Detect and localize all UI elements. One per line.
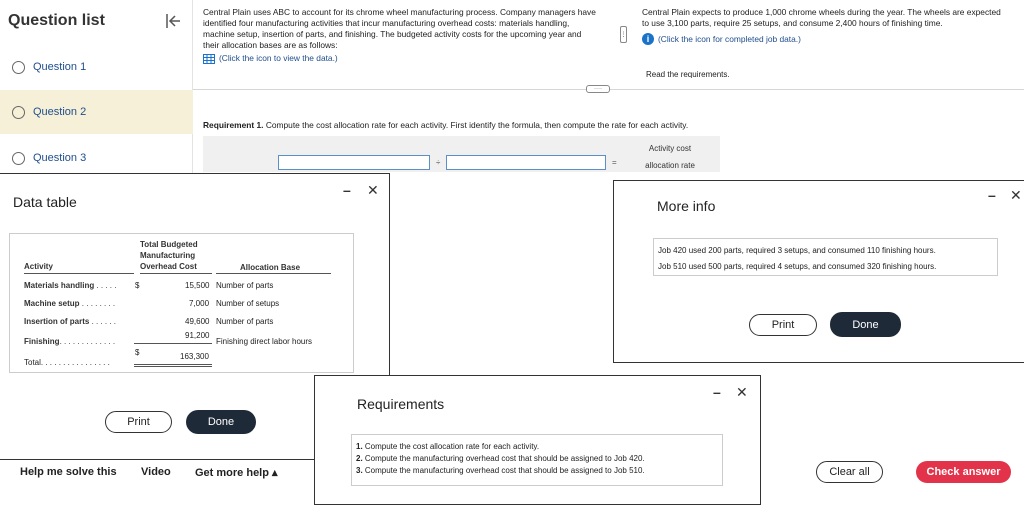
requirement-item: 1. Compute the cost allocation rate for each activity.	[356, 442, 540, 451]
requirements-list	[351, 434, 723, 486]
requirement-1-label: Requirement 1.	[203, 120, 264, 130]
done-button[interactable]: Done	[186, 410, 256, 434]
divider	[140, 273, 212, 274]
formula-numerator-input[interactable]	[278, 155, 430, 170]
problem-paragraph-2: Central Plain expects to produce 1,000 chrome wheels during the year. The wheels are expected to use 3,100 parts, require 25 setups, and consume 2,400 hours of finishing time.	[642, 7, 1001, 28]
problem-text-2	[642, 7, 1007, 45]
more-info-title: More info	[657, 198, 716, 214]
done-button[interactable]: Done	[830, 312, 901, 337]
table-total-cost: 163,300	[180, 352, 209, 361]
read-requirements-link[interactable]: Read the requirements.	[646, 70, 730, 78]
info-icon[interactable]: i	[642, 33, 654, 45]
header-cost: Total Budgeted	[140, 240, 198, 249]
requirement-item: 2. Compute the manufacturing overhead cost that should be assigned to Job 420.	[356, 454, 645, 463]
problem-paragraph: Central Plain uses ABC to account for its chrome wheel manufacturing process. Company managers have identified four manufacturing activities that incur manufacturing overhead costs: materials handling, machine setup, insertion of parts, and finishing. The budgeted activity costs for the upcoming year and their allocation bases are as follows:	[203, 7, 596, 50]
collapse-sidebar-icon[interactable]	[164, 12, 182, 30]
requirements-title: Requirements	[357, 396, 445, 412]
equals-operator: =	[612, 158, 617, 167]
job-420-info: Job 420 used 200 parts, required 3 setups, and consumed 110 finishing hours.	[658, 246, 936, 255]
close-icon[interactable]: ✕	[1010, 187, 1022, 203]
table-row-activity: Machine setup . . . . . . . .	[24, 299, 116, 308]
question-label: Question 1	[33, 61, 87, 73]
close-icon[interactable]: ✕	[367, 182, 379, 198]
question-label: Question 2	[33, 106, 87, 118]
minimize-icon[interactable]: –	[343, 182, 351, 198]
question-list-title: Question list	[8, 12, 105, 29]
more-info-content	[653, 238, 998, 276]
table-total-label: Total. . . . . . . . . . . . . . . .	[24, 358, 110, 367]
table-total-dollar: $	[135, 348, 140, 357]
table-row-cost: 15,500	[185, 281, 210, 290]
minimize-icon[interactable]: –	[988, 187, 996, 203]
divider	[216, 273, 331, 274]
table-row-base: Number of setups	[216, 299, 280, 308]
data-link[interactable]	[203, 53, 598, 64]
question-item-2[interactable]	[0, 90, 193, 134]
table-row-dollar: $	[135, 281, 140, 290]
result-label	[640, 140, 700, 174]
data-link-text[interactable]: (Click the icon to view the data.)	[219, 53, 338, 63]
job-data-link[interactable]	[642, 33, 1007, 45]
header-cost: Overhead Cost	[140, 262, 197, 271]
data-table-title: Data table	[13, 194, 77, 210]
radio-icon	[12, 106, 25, 119]
header-activity: Activity	[24, 262, 53, 271]
print-button[interactable]: Print	[105, 411, 172, 433]
minimize-icon[interactable]: –	[713, 384, 721, 400]
clear-all-button[interactable]: Clear all	[816, 461, 883, 483]
video-link[interactable]: Video	[141, 466, 171, 478]
table-row-cost: 7,000	[189, 299, 210, 308]
close-icon[interactable]: ✕	[736, 384, 748, 400]
job-510-info: Job 510 used 500 parts, required 4 setups, and consumed 320 finishing hours.	[658, 262, 937, 271]
formula-denominator-input[interactable]	[446, 155, 606, 170]
header-base: Allocation Base	[240, 263, 301, 272]
requirement-item: 3. Compute the manufacturing overhead cost that should be assigned to Job 510.	[356, 466, 645, 475]
horizontal-divider-handle[interactable]: ····	[586, 85, 610, 93]
check-answer-button[interactable]: Check answer	[916, 461, 1011, 483]
table-row-activity: Finishing. . . . . . . . . . . . .	[24, 337, 116, 346]
requirement-1-text	[203, 120, 688, 130]
table-row-base: Number of parts	[216, 281, 274, 290]
table-row-activity: Materials handling . . . . .	[24, 281, 117, 290]
question-label: Question 3	[33, 152, 87, 164]
header-cost: Manufacturing	[140, 251, 196, 260]
question-item-1[interactable]	[0, 45, 193, 89]
requirement-1-body: Compute the cost allocation rate for each activity. First identify the formula, then compute the rate for each activity.	[263, 120, 689, 130]
result-label-line1: Activity cost	[648, 144, 692, 153]
vertical-divider-handle[interactable]: ⋮	[620, 26, 627, 43]
table-row-cost: 91,200	[185, 331, 210, 340]
table-row-cost: 49,600	[185, 317, 210, 326]
divider	[134, 364, 212, 365]
table-row-activity: Insertion of parts . . . . . .	[24, 317, 117, 326]
question-list-sidebar	[0, 0, 193, 180]
print-button[interactable]: Print	[749, 314, 817, 336]
radio-icon	[12, 61, 25, 74]
result-label-line2: allocation rate	[645, 161, 695, 170]
table-row-base: Number of parts	[216, 317, 274, 326]
help-me-solve-link[interactable]: Help me solve this	[20, 466, 117, 478]
divider	[134, 343, 212, 344]
divide-operator: ÷	[436, 158, 441, 167]
table-row-base: Finishing direct labor hours	[216, 337, 313, 346]
problem-text	[203, 7, 598, 64]
table-icon[interactable]	[203, 54, 215, 64]
divider	[24, 273, 134, 274]
divider	[134, 366, 212, 367]
radio-icon	[12, 152, 25, 165]
get-more-help-link[interactable]: Get more help ▴	[195, 467, 278, 479]
job-link-text[interactable]: (Click the icon for completed job data.)	[658, 33, 801, 44]
